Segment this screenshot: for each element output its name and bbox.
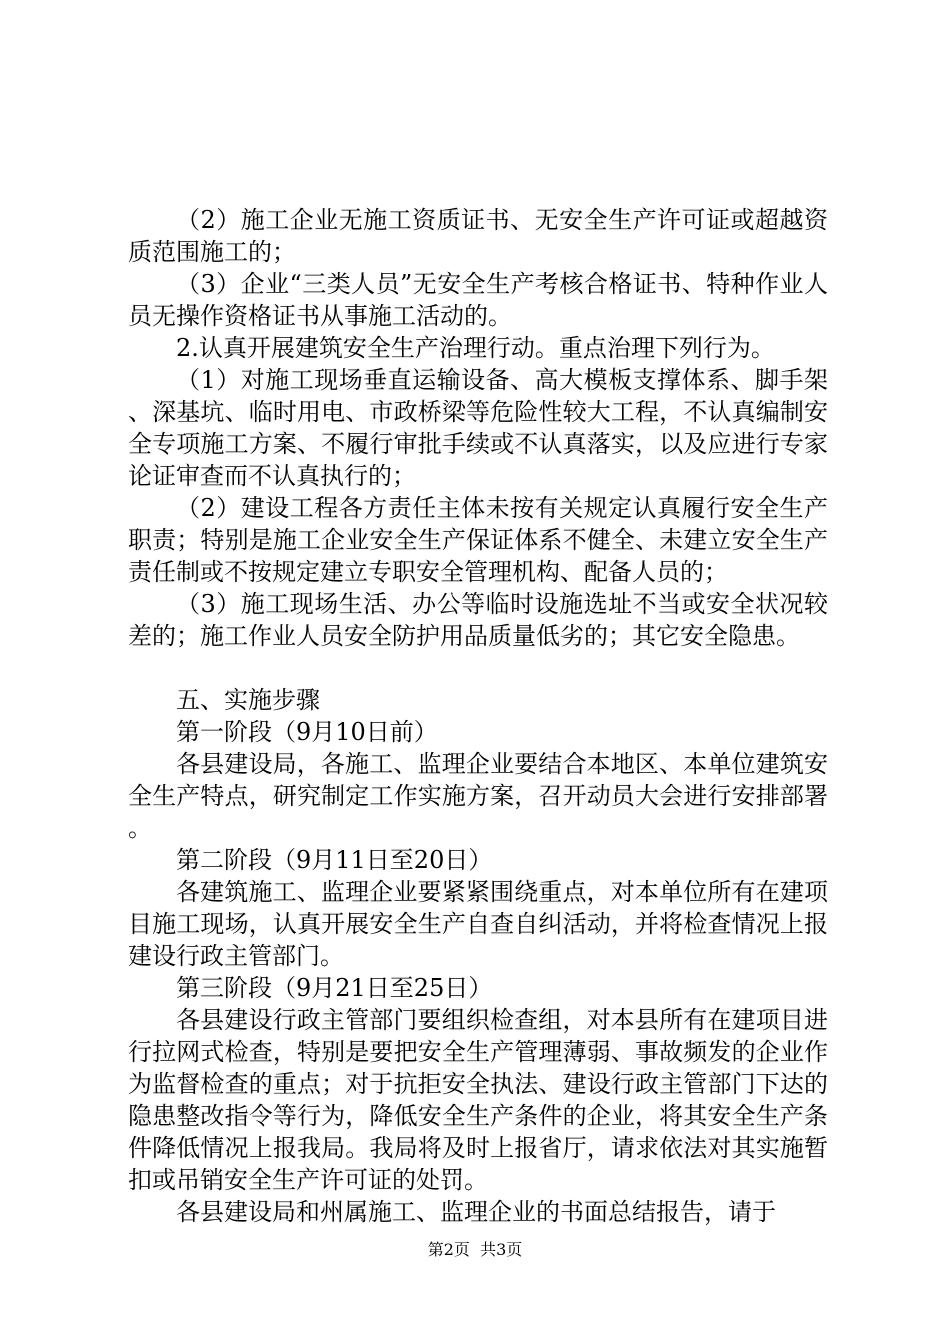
paragraph: 各县建设局和州属施工、监理企业的书面总结报告，请于	[176, 1198, 776, 1226]
stage-heading: 第一阶段（9月10日前）	[176, 718, 438, 746]
paragraph: 各县建设局，各施工、监理企业要结合本地区、本单位建筑安全生产特点，研究制定工作实施方案，召开动员大会进行安排部署。	[128, 750, 828, 842]
section-gap	[128, 652, 828, 684]
paragraph: （3）施工现场生活、办公等临时设施选址不当或安全状况较差的；施工作业人员安全防护用品质量低劣的；其它安全隐患。	[128, 590, 828, 650]
document-body	[128, 204, 828, 1228]
paragraph: （2）建设工程各方责任主体未按有关规定认真履行安全生产职责；特别是施工企业安全生产保证体系不健全、未建立安全生产责任制或不按规定建立专职安全管理机构、配备人员的；	[128, 494, 828, 586]
paragraph: （1）对施工现场垂直运输设备、高大模板支撑体系、脚手架、深基坑、临时用电、市政桥梁等危险性较大工程，不认真编制安全专项施工方案、不履行审批手续或不认真落实，以及应进行专家论证审查而不认真执行的；	[128, 366, 828, 490]
paragraph: （3）企业“三类人员”无安全生产考核合格证书、特种作业人员无操作资格证书从事施工活动的。	[128, 270, 828, 330]
page-number-footer: 第2页 共3页	[427, 1240, 523, 1259]
paragraph: （2）施工企业无施工资质证书、无安全生产许可证或超越资质范围施工的；	[128, 206, 828, 266]
section-heading: 五、实施步骤	[176, 686, 320, 714]
paragraph: 2.认真开展建筑安全生产治理行动。重点治理下列行为。	[176, 334, 775, 362]
stage-heading: 第三阶段（9月21日至25日）	[176, 974, 493, 1002]
paragraph: 各建筑施工、监理企业要紧紧围绕重点，对本单位所有在建项目施工现场，认真开展安全生产自查自纠活动，并将检查情况上报建设行政主管部门。	[128, 878, 828, 970]
stage-heading: 第二阶段（9月11日至20日）	[176, 846, 493, 874]
paragraph: 各县建设行政主管部门要组织检查组，对本县所有在建项目进行拉网式检查，特别是要把安全生产管理薄弱、事故频发的企业作为监督检查的重点；对于抗拒安全执法、建设行政主管部门下达的隐患整改指令等行为，降低安全生产条件的企业，将其安全生产条件降低情况上报我局。我局将及时上报省厅，请求依法对其实施暂扣或吊销安全生产许可证的处罚。	[128, 1006, 828, 1194]
